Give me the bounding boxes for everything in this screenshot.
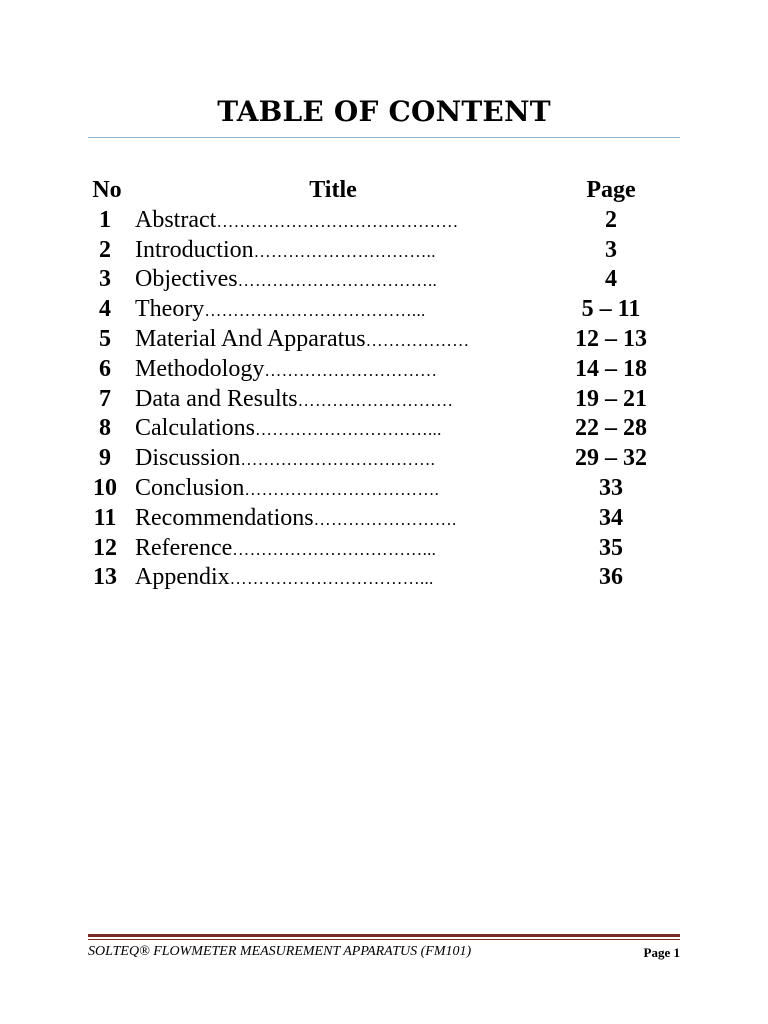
toc-entry-page: 33 — [599, 474, 623, 501]
toc-entry-title: Data and Results — [135, 385, 298, 412]
toc-entry-leader-dots: ……………………………. — [240, 450, 436, 470]
toc-entry-page: 14 – 18 — [575, 355, 647, 382]
toc-header-row — [88, 175, 680, 205]
toc-entry-page: 35 — [599, 534, 623, 561]
toc-entry-title-line — [135, 205, 535, 237]
toc-entry-title: Calculations — [135, 415, 255, 442]
toc-entry — [88, 562, 680, 592]
toc-entry-title-line — [135, 503, 535, 535]
toc-entry-title: Reference — [135, 534, 233, 561]
toc-entry-title-line — [135, 562, 535, 594]
toc-entry-title: Objectives — [135, 266, 238, 293]
title-divider — [88, 137, 680, 138]
toc-entry — [88, 264, 680, 294]
toc-entry-page: 36 — [599, 564, 623, 591]
toc-entry-title-line — [135, 413, 535, 445]
toc-entry-title: Introduction — [135, 236, 254, 263]
toc-entry-title: Discussion — [135, 445, 241, 472]
toc-entry-number: 6 — [99, 355, 111, 382]
toc-entry-leader-dots: ……………………………. — [244, 479, 440, 499]
toc-entry-title: Abstract — [135, 206, 217, 233]
toc-entry-title: Conclusion — [135, 474, 245, 501]
toc-entry-leader-dots: …………………………... — [254, 420, 442, 440]
toc-entry-page: 29 – 32 — [575, 445, 647, 472]
toc-entry-number: 9 — [99, 445, 111, 472]
table-of-contents — [88, 175, 680, 592]
toc-entry-title-line — [135, 473, 535, 505]
toc-entry-leader-dots: ……………… — [365, 330, 470, 350]
toc-entry-page: 34 — [599, 504, 623, 531]
toc-entries — [88, 205, 680, 592]
toc-entry — [88, 443, 680, 473]
toc-entry — [88, 503, 680, 533]
toc-entry-title-line — [135, 533, 535, 565]
toc-entry-number: 2 — [99, 236, 111, 263]
toc-entry — [88, 473, 680, 503]
toc-entry-number: 4 — [99, 296, 111, 323]
toc-entry-title-line — [135, 294, 535, 326]
toc-entry-title-line — [135, 264, 535, 296]
toc-entry-page: 22 – 28 — [575, 415, 647, 442]
toc-entry — [88, 324, 680, 354]
page-title: TABLE OF CONTENT — [217, 95, 551, 128]
toc-entry-page: 3 — [605, 236, 617, 263]
toc-entry-title-line — [135, 324, 535, 356]
toc-entry-leader-dots: ……………………. — [313, 509, 457, 529]
toc-entry-leader-dots: ………………………… — [264, 360, 438, 380]
toc-entry-page: 5 – 11 — [581, 296, 641, 323]
toc-entry-leader-dots: …………………………………… — [216, 211, 459, 231]
toc-entry-title: Appendix — [135, 564, 230, 591]
toc-entry-page: 4 — [605, 266, 617, 293]
footer-divider-thin — [88, 939, 680, 940]
toc-entry-leader-dots: ……………………………... — [232, 539, 437, 559]
toc-entry — [88, 354, 680, 384]
header-no: No — [92, 177, 122, 203]
toc-entry — [88, 533, 680, 563]
toc-entry-number: 5 — [99, 325, 111, 352]
toc-entry-number: 8 — [99, 415, 111, 442]
toc-entry-leader-dots: ……………………………... — [229, 569, 434, 589]
toc-entry-title: Theory — [135, 296, 205, 323]
toc-entry-title: Recommendations — [135, 504, 314, 531]
toc-entry-number: 12 — [93, 534, 117, 561]
toc-entry — [88, 294, 680, 324]
footer-page-number: Page 1 — [643, 945, 680, 960]
toc-entry — [88, 384, 680, 414]
toc-entry-number: 1 — [99, 206, 111, 233]
toc-entry-leader-dots: ……………………… — [297, 390, 454, 410]
toc-entry-number: 11 — [93, 504, 117, 531]
toc-entry — [88, 413, 680, 443]
toc-entry — [88, 235, 680, 265]
toc-entry-page: 19 – 21 — [575, 385, 647, 412]
toc-entry-number: 13 — [93, 564, 117, 591]
toc-entry-page: 12 – 13 — [575, 325, 647, 352]
toc-entry-title-line — [135, 354, 535, 386]
toc-entry-title: Material And Apparatus — [135, 325, 366, 352]
toc-entry-title-line — [135, 384, 535, 416]
header-page: Page — [586, 177, 636, 203]
footer-document-name: SOLTEQ® FLOWMETER MEASUREMENT APPARATUS (FM101) — [88, 944, 472, 959]
toc-entry-page: 2 — [605, 206, 617, 233]
toc-entry-leader-dots: ………………………….. — [253, 241, 436, 261]
header-title: Title — [309, 177, 357, 203]
toc-entry-title: Methodology — [135, 355, 265, 382]
toc-entry-number: 7 — [99, 385, 111, 412]
footer-divider-thick — [88, 934, 680, 937]
toc-entry-number: 10 — [93, 474, 117, 501]
toc-entry-title-line — [135, 443, 535, 475]
toc-entry-title-line — [135, 235, 535, 267]
toc-entry-leader-dots: …………………………….. — [237, 271, 438, 291]
toc-entry — [88, 205, 680, 235]
toc-entry-leader-dots: ………………………………... — [204, 301, 426, 321]
toc-entry-number: 3 — [99, 266, 111, 293]
